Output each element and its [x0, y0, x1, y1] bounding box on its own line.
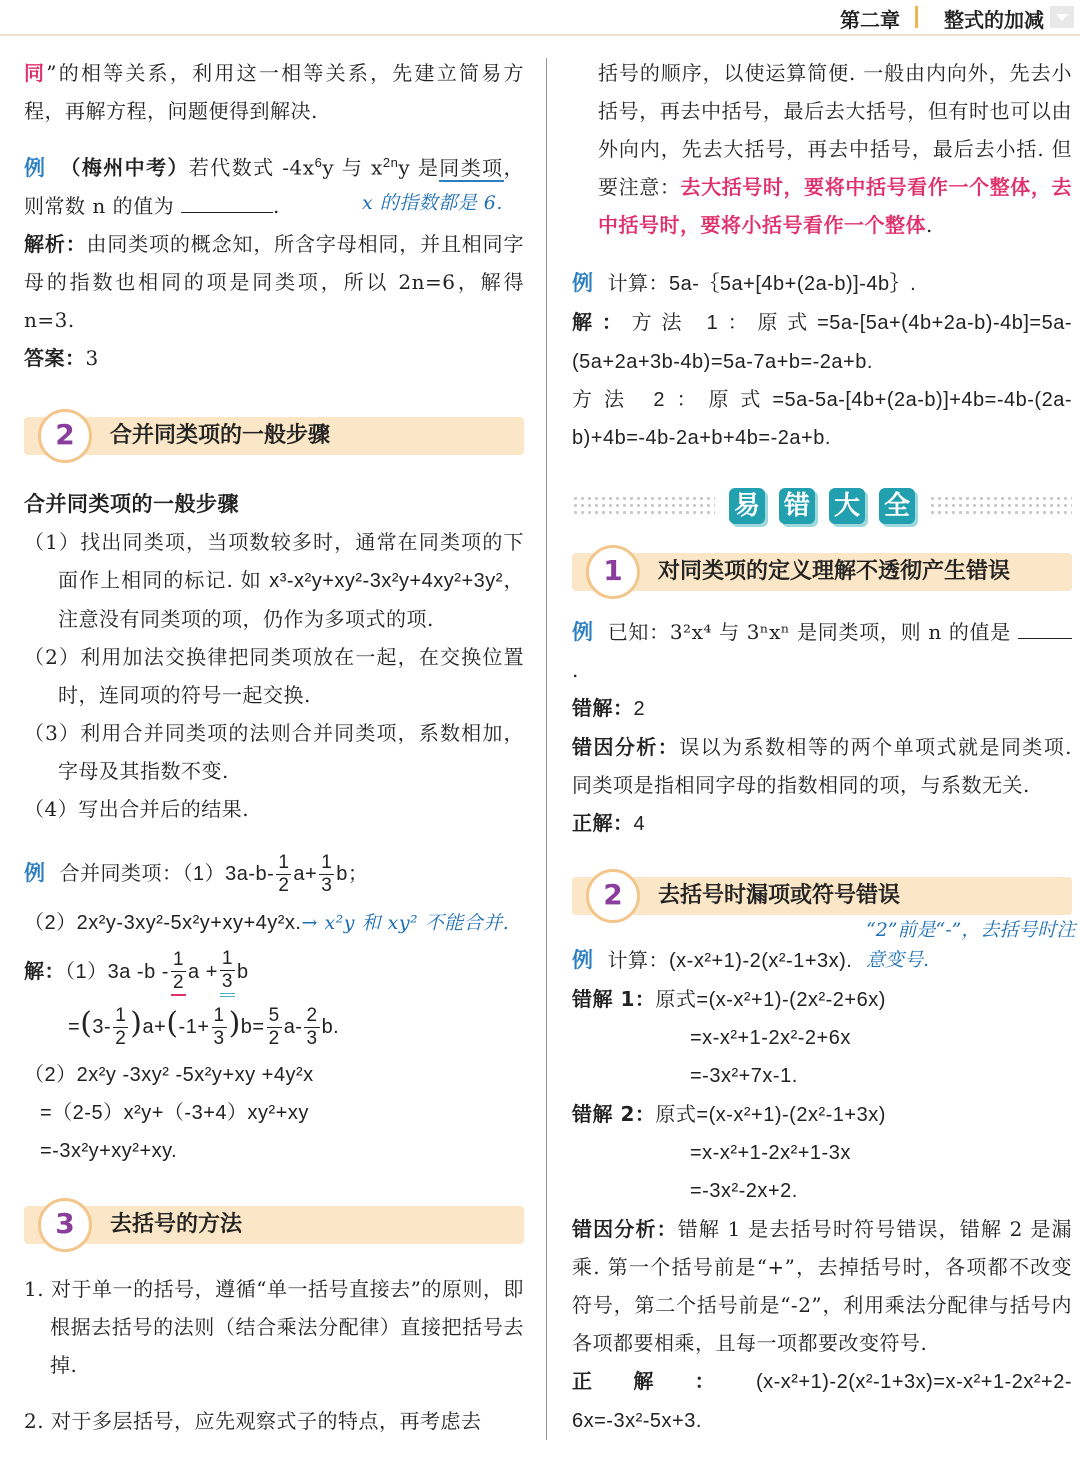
banner-dots-left	[572, 495, 715, 517]
example-2-part-2: （2）2x²y-3xy²-5x²y+xy+4y²x.→ x²y 和 xy² 不能合并.	[24, 911, 510, 934]
error-2-analysis: 错因分析：错解 1 是去括号时符号错误，错解 2 是漏乘. 第一个括号前是“+”，去掉括号时，各项都不改变符号，第二个括号前是“-2”，利用乘法分配律与括号内各项都要相乘，且每一项都要改变符号.	[572, 1217, 1073, 1355]
banner-char-1: 易	[729, 488, 765, 524]
chapter-title: 整式的加减	[944, 8, 1044, 32]
example-2-solution-2-line-2: =（2-5）x²y+（-3+4）xy²+xy	[40, 1101, 309, 1124]
continued-paragraph: 括号的顺序，以使运算简便. 一般由内向外，先去小括号，再去中括号，最后去大括号，但有时也可以由外向内，先去大括号，再去中括号，最后去小括. 但要注意：去大括号时，要将中括号看作一个整体，去中括号时，要将小括号看作一个整体.	[598, 61, 1073, 237]
example-3-method-2: 方法 2：原式=5a-5a-[4b+(2a-b)]+4b=-4b-(2a-b)+4b=-4b-2a+b+4b=-2a+b.	[572, 389, 1072, 449]
method-1: 1. 对于单一的括号，遵循“单一括号直接去”的原则，即根据去括号的法则（结合乘法分配律）直接把括号去掉.	[24, 1276, 524, 1377]
answer-blank	[1018, 618, 1072, 639]
method-2: 2. 对于多层括号，应先观察式子的特点，再考虑去	[24, 1408, 482, 1433]
common-errors-banner	[572, 479, 1072, 533]
banner-dots-right	[929, 495, 1072, 517]
section-2-header	[24, 417, 524, 455]
example-3: 例 计算：5a-｛5a+[4b+(2a-b)]-4b｝.	[572, 271, 917, 295]
section-number: 3	[38, 1198, 92, 1252]
example-3-method-1: 解：方法 1：原式=5a-[5a+(4b+2a-b)-4b]=5a-(5a+2a+3b-4b)=5a-7a+b=-2a+b.	[572, 310, 1073, 373]
wrong-solution-1: 错解 1：原式=(x-x²+1)-(2x²-2+6x)	[572, 987, 886, 1011]
left-column	[24, 54, 524, 1440]
banner-char-3: 大	[829, 488, 865, 524]
column-divider	[546, 58, 547, 1440]
answer-blank	[181, 192, 273, 213]
header-separator	[915, 6, 918, 28]
section-number: 2	[38, 409, 92, 463]
error-1-example: 例 已知：3²x⁴ 与 3ⁿxⁿ 是同类项，则 n 的值是 .	[572, 613, 1072, 689]
wrong-solution-2-line-3: =-3x²-2x+2.	[690, 1180, 798, 1202]
example-2: 例 合并同类项：（1）3a-b- $\frac{1}{2}$ a+ $\frac{1}{3}$ b；	[24, 851, 369, 896]
step-4: （4）写出合并后的结果.	[24, 796, 250, 821]
section-title: 对同类项的定义理解不透彻产生错误	[658, 559, 1011, 584]
example-1-answer: 答案：3	[24, 345, 99, 370]
error-2-header	[572, 877, 1072, 915]
step-3: （3）利用合并同类项的法则合并同类项，系数相加，字母及其指数不变.	[24, 720, 524, 783]
steps-title: 合并同类项的一般步骤	[24, 491, 239, 516]
wrong-solution-1-line-2: =x-x²+1-2x²-2+6x	[690, 1027, 851, 1049]
handwritten-note: “2”前是“-”，去括号时注意变号.	[866, 919, 1076, 971]
error-1-header	[572, 553, 1072, 591]
wrong-solution-2-line-2: =x-x²+1-2x²+1-3x	[690, 1142, 851, 1164]
error-1-analysis: 错因分析：误以为系数相等的两个单项式就是同类项. 同类项是指相同字母的指数相同的项，与系数无关.	[572, 735, 1073, 797]
section-number: 2	[586, 869, 640, 923]
right-column	[572, 54, 1076, 1440]
section-title: 去括号的方法	[110, 1211, 243, 1237]
error-1-correct: 正解：4	[572, 811, 646, 835]
example-2-solution-1-result: =(3- $\frac{1}{2}$ )a+(-1+ $\frac{1}{3}$ )b= $\frac{5}{2}$ a- $\frac{2}{3}$ b.	[68, 1004, 340, 1049]
banner-char-4: 全	[879, 488, 915, 524]
section-3-header	[24, 1206, 524, 1244]
section-number: 1	[586, 545, 640, 599]
section-title: 去括号时漏项或符号错误	[658, 883, 901, 908]
section-title: 合并同类项的一般步骤	[110, 422, 331, 448]
example-2-solution-2-line-1: （2）2x²y -3xy² -5x²y+xy +4y²x	[24, 1063, 314, 1086]
example-1-solution: 解析：由同类项的概念知，所含字母相同，并且相同字母的指数也相同的项是同类项，所以 2n=6，解得 n=3.	[24, 231, 525, 332]
wrong-solution-1-line-3: =-3x²+7x-1.	[690, 1065, 798, 1087]
chapter-label: 第二章	[840, 8, 900, 32]
handwritten-note: x 的指数都是 6.	[362, 192, 503, 214]
error-2-correct: 正解：(x-x²+1)-2(x²-1+3x)=x-x²+1-2x²+2-6x=-3x²-5x+3.	[572, 1369, 1072, 1432]
wrong-solution-2: 错解 2：原式=(x-x²+1)-(2x²-1+3x)	[572, 1102, 886, 1126]
error-1-wrong: 错解：2	[572, 696, 646, 720]
example-2-solution-1: 解：（1）3a -b - $\frac{1}{2}$ a + $\frac{1}{3}$ b	[24, 948, 524, 997]
example-2-solution-2-line-3: =-3x²y+xy²+xy.	[40, 1139, 178, 1162]
dropdown-icon[interactable]	[1050, 6, 1074, 28]
example-label: 例	[24, 155, 47, 180]
step-2: （2）利用加法交换律把同类项放在一起，在交换位置时，连同项的符号一起交换.	[24, 644, 524, 707]
error-2-example: 例 计算：(x-x²+1)-2(x²-1+3x).	[572, 948, 853, 972]
step-1: （1）找出同类项，当项数较多时，通常在同类项的下面作上相同的标记. 如 x³-x²y+xy²-3x²y+4xy²+3y²，注意没有同类项的项，仍作为多项式的项.	[24, 529, 524, 631]
intro-paragraph: 同”的相等关系，利用这一相等关系，先建立简易方程，再解方程，问题便得到解决.	[24, 61, 525, 123]
page-header	[0, 0, 1080, 36]
example-1: 例 （梅州中考）若代数式 $-4x^6y$ 与 $x^{2n}y$ 是同类项，则常数 n 的值为 . x 的指数都是 6.	[24, 144, 524, 225]
banner-char-2: 错	[779, 488, 815, 524]
